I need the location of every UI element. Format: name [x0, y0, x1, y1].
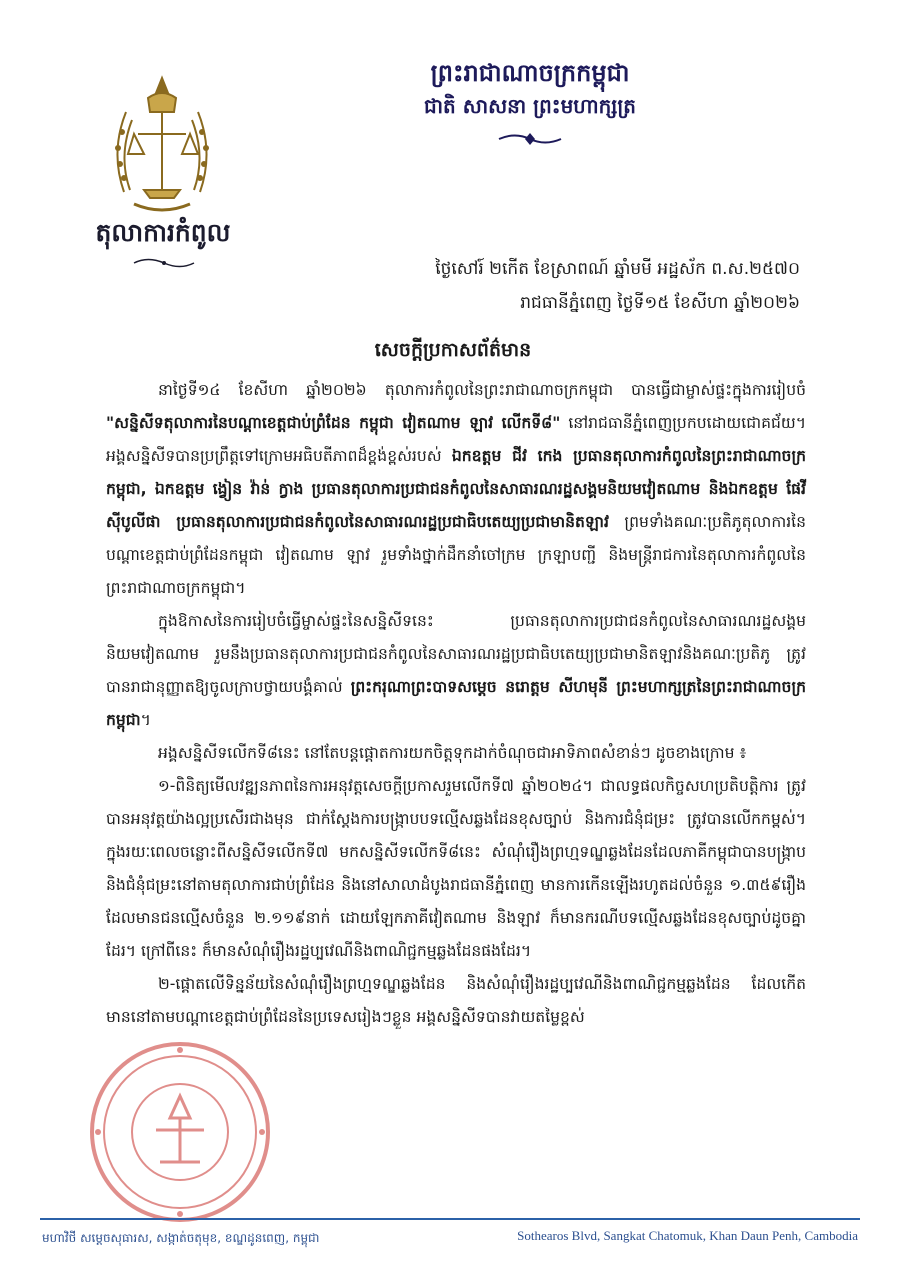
paragraph-4: ១-ពិនិត្យមើលវឌ្ឍនភាពនៃការអនុវត្តសេចក្តីប្រកាសរួមលើកទី៧ ឆ្នាំ២០២៤។ ជាលទ្ធផលកិច្ចសហប្រតិបត្តិការ ត្រូវបានអនុវត្តយ៉ាងល្អប្រសើរជាងមុន ជាក់ស្តែងការបង្ក្រាបបទល្មើសឆ្លងដែនខុសច្បាប់ និងការជំនុំជម្រះ ត្រូវបានលើកកម្ពស់។ ក្នុងរយៈពេលចន្លោះពីសន្និសីទលើកទី៧ មកសន្និសីទលើកទី៨នេះ សំណុំរឿងព្រហ្មទណ្ឌឆ្លងដែនដែលភាគីកម្ពុជាបានបង្ក្រាបនិងជំនុំជម្រះនៅតាមតុលាការជាប់ព្រំដែន និងនៅសាលាដំបូងរាជធានីភ្នំពេញ មានការកើនឡើងរហូតដល់ចំនួន ១.៣៥៩រឿង ដែលមានជនល្មើសចំនួន ២.១១៩នាក់ ដោយឡែកភាគីវៀតណាម និងឡាវ ក៏មានករណីបទល្មើសឆ្លងដែនខុសច្បាប់ដូចគ្នាដែរ។ ក្រៅពីនេះ ក៏មានសំណុំរឿងរដ្ឋប្បវេណីនិងពាណិជ្ជកម្មឆ្លងដែនផងដែរ។	[106, 777, 806, 960]
kingdom-line-1: ព្រះរាជាណាចក្រកម្ពុជា	[430, 58, 630, 87]
king-title: ព្រះករុណាព្រះបាទសម្តេច នរោត្តម សីហមុនី ព្រះមហាក្សត្រនៃព្រះរាជាណាចក្រកម្ពុជា	[106, 678, 806, 729]
lunar-date: ថ្ងៃសៅរ៍ ២កើត ខែស្រាពណ៍ ឆ្នាំមមី អដ្ឋស័ក ព.ស.២៥៧០	[435, 259, 800, 279]
official-seal-stamp	[86, 1038, 274, 1226]
presiding-officials: ឯកឧត្តម ជីវ កេង ប្រធានតុលាការកំពូលនៃព្រះរាជាណាចក្រកម្ពុជា, ឯកឧត្តម ង្វៀន វ៉ាន់ ក្វាង ប្រធានតុលាការប្រជាជនកំពូលនៃសាធារណរដ្ឋសង្គមនិយមវៀតណាម និងឯកឧត្តម ផែវី ស៊ីបូលីផា ប្រធានតុលាការប្រជាជនកំពូលនៃសាធារណរដ្ឋប្រជាធិបតេយ្យប្រជាមានិតឡាវ	[106, 447, 806, 531]
footer-address-english: Sothearos Blvd, Sangkat Chatomuk, Khan Daun Penh, Cambodia	[517, 1228, 858, 1243]
court-name: តុលាការកំពូល	[95, 218, 231, 247]
date-block	[435, 252, 800, 320]
paragraph-1	[106, 374, 806, 605]
ornament-divider	[132, 256, 196, 270]
paragraph-2-text-c: ។	[140, 711, 151, 729]
document-body	[106, 374, 806, 1034]
paragraph-1-text-a: នាថ្ងៃទី១៤ ខែសីហា ឆ្នាំ២០២៦ តុលាការកំពូលនៃព្រះរាជាណាចក្រកម្ពុជា បានធ្វើជាម្ចាស់ផ្ទះក្នុងការរៀបចំ	[158, 381, 806, 399]
kingdom-heading	[380, 56, 680, 122]
footer-address-khmer: មហាវិថី សម្តេចសុធារស, សង្កាត់ចតុមុខ, ខណ្ឌដូនពេញ, កម្ពុជា	[42, 1231, 320, 1245]
paragraph-5: ២-ផ្តោតលើទិន្នន័យនៃសំណុំរឿងព្រហ្មទណ្ឌឆ្លងដែន និងសំណុំរឿងរដ្ឋប្បវេណីនិងពាណិជ្ជកម្មឆ្លងដែន ដែលកើតមាននៅតាមបណ្តាខេត្តជាប់ព្រំដែននៃប្រទេសរៀងៗខ្លួន អង្គសន្និសីទបានវាយតម្លៃខ្ពស់	[106, 975, 806, 1026]
court-emblem	[104, 72, 220, 222]
paragraph-1-text-c: នៅរាជធានីភ្នំពេញប្រកបដោយជោគជ័យ។ អង្គសន្និសីទបានប្រព្រឹត្តទៅក្រោមអធិបតីភាពដ៏ខ្ពង់ខ្ពស់របស់	[106, 414, 806, 465]
kingdom-ornament	[495, 130, 565, 148]
solar-date: រាជធានីភ្នំពេញ ថ្ងៃទី១៥ ខែសីហា ឆ្នាំ២០២៦	[520, 293, 800, 313]
paragraph-2-text-a: ក្នុងឱកាសនៃការរៀបចំធ្វើម្ចាស់ផ្ទះនៃសន្និសីទនេះ ប្រធានតុលាការប្រជាជនកំពូលនៃសាធារណរដ្ឋសង្គមនិយមវៀតណាម រួមនឹងប្រធានតុលាការប្រជាជនកំពូលនៃសាធារណរដ្ឋប្រជាធិបតេយ្យប្រជាមានិតឡាវនិងគណៈប្រតិភូ ត្រូវបានរាជានុញ្ញាតឱ្យចូលក្រាបថ្វាយបង្គំគាល់	[106, 612, 806, 696]
document-title: សេចក្តីប្រកាសព័ត៌មាន	[374, 339, 532, 361]
footer-divider	[40, 1218, 860, 1220]
conference-name: "សន្និសីទតុលាការនៃបណ្តាខេត្តជាប់ព្រំដែន កម្ពុជា វៀតណាម ឡាវ លើកទី៨"	[106, 414, 561, 432]
paragraph-3: អង្គសន្និសីទលើកទី៨នេះ នៅតែបន្តផ្តោតការយកចិត្តទុកដាក់ចំណុចជាអាទិភាពសំខាន់ៗ ដូចខាងក្រោម ៖	[158, 744, 747, 762]
paragraph-1-text-e: ព្រមទាំងគណៈប្រតិភូតុលាការនៃបណ្តាខេត្តជាប់ព្រំដែនកម្ពុជា វៀតណាម ឡាវ រួមទាំងថ្នាក់ដឹកនាំចៅក្រម ក្រឡាបញ្ជី និងមន្ត្រីរាជការនៃតុលាការកំពូលនៃព្រះរាជាណាចក្រកម្ពុជា។	[106, 513, 806, 597]
kingdom-line-2: ជាតិ សាសនា ព្រះមហាក្សត្រ	[424, 94, 636, 118]
paragraph-2	[106, 605, 806, 737]
